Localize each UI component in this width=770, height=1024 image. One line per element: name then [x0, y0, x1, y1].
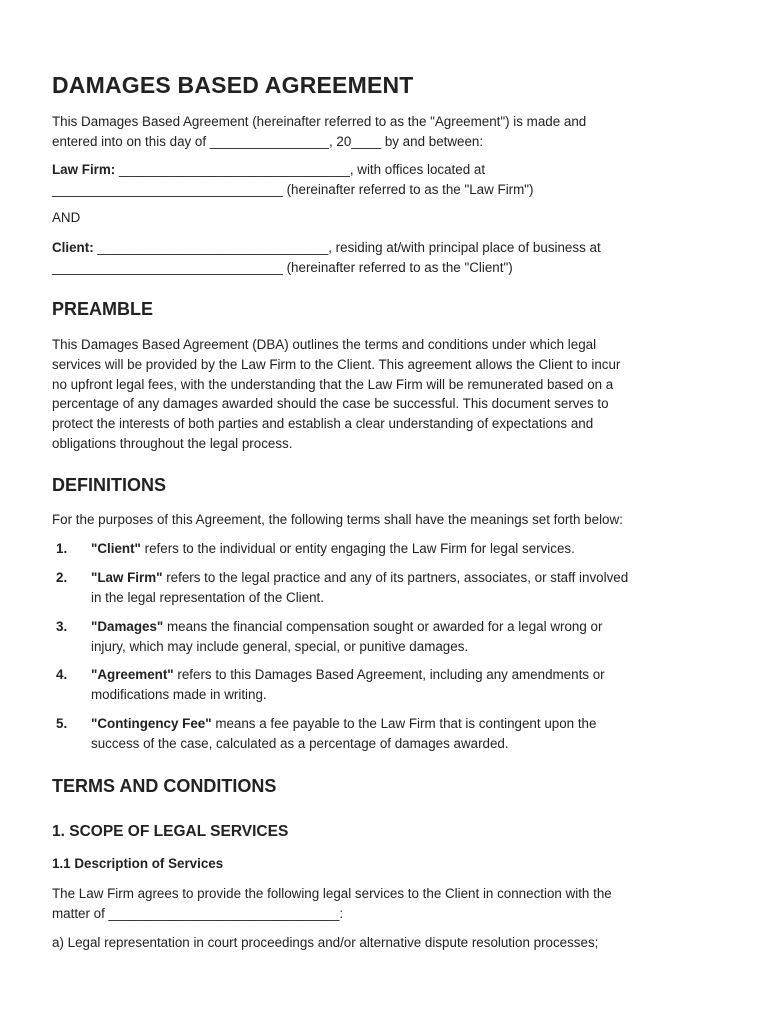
definition-term: "Law Firm": [91, 570, 163, 585]
section-1-heading: 1. SCOPE OF LEGAL SERVICES: [52, 823, 289, 840]
law-firm-line-1: _______________________________, with offices located at: [115, 162, 486, 177]
definition-text-continued: injury, which may include general, special, or punitive damages.: [91, 638, 469, 654]
definitions-intro: For the purposes of this Agreement, the following terms shall have the meanings set forth below:: [52, 512, 623, 527]
law-firm-party: [52, 160, 712, 200]
definition-number: 1.: [56, 541, 68, 556]
law-firm-line-2: _______________________________ (hereinafter referred to as the "Law Firm"): [52, 181, 534, 197]
definition-term: "Contingency Fee": [91, 716, 212, 731]
definition-term: "Agreement": [91, 667, 174, 682]
definition-text: means a fee payable to the Law Firm that is contingent upon the: [211, 716, 597, 731]
definition-number: 3.: [56, 619, 68, 634]
preamble-line: protect the interests of both parties and establish a clear understanding of expectations and: [52, 416, 594, 432]
definition-number: 4.: [56, 667, 68, 682]
definition-body: [91, 617, 721, 657]
definition-text-continued: success of the case, calculated as a percentage of damages awarded.: [91, 735, 509, 751]
and-separator: AND: [52, 210, 81, 225]
intro-paragraph: [52, 112, 712, 152]
preamble-line: obligations throughout the legal process.: [52, 435, 293, 451]
preamble-line: services will be provided by the Law Firm to the Client. This agreement allows the Client to incur: [52, 356, 621, 372]
definition-body: [91, 665, 721, 705]
definitions-heading: DEFINITIONS: [52, 475, 167, 495]
definition-text: refers to this Damages Based Agreement, including any amendments or: [173, 667, 605, 682]
definition-term: "Damages": [91, 619, 164, 634]
definition-body: [91, 568, 721, 608]
services-line-1: The Law Firm agrees to provide the following legal services to the Client in connection with the: [52, 886, 612, 901]
services-paragraph: [52, 884, 712, 924]
definition-text: means the financial compensation sought or awarded for a legal wrong or: [163, 619, 603, 634]
preamble-line: percentage of any damages awarded should the case be successful. This document serves to: [52, 396, 609, 412]
client-line-2: _______________________________ (hereinafter referred to as the "Client"): [52, 259, 513, 275]
preamble-line: This Damages Based Agreement (DBA) outlines the terms and conditions under which legal: [52, 337, 597, 352]
definition-body: [91, 539, 721, 559]
intro-line-2: entered into on this day of ________________, 20____ by and between:: [52, 133, 484, 149]
client-party: [52, 238, 712, 278]
law-firm-label: Law Firm:: [52, 162, 116, 177]
client-line-1: _______________________________, residing at/with principal place of business at: [93, 240, 601, 255]
preamble-paragraph: [52, 335, 712, 454]
document-title: DAMAGES BASED AGREEMENT: [52, 72, 414, 98]
preamble-line: no upfront legal fees, with the understanding that the Law Firm will be remunerated based on a: [52, 376, 614, 392]
definition-number: 5.: [56, 716, 68, 731]
subsection-1-1-heading: 1.1 Description of Services: [52, 856, 224, 871]
services-line-2: matter of _______________________________:: [52, 905, 344, 921]
definition-term: "Client": [91, 541, 141, 556]
definition-text-continued: in the legal representation of the Client.: [91, 589, 324, 605]
definition-text: refers to the individual or entity engaging the Law Firm for legal services.: [140, 541, 575, 556]
definition-text-continued: modifications made in writing.: [91, 686, 267, 702]
terms-heading: TERMS AND CONDITIONS: [52, 776, 277, 796]
definition-body: [91, 714, 721, 754]
client-label: Client:: [52, 240, 94, 255]
service-item-a: a) Legal representation in court proceedings and/or alternative dispute resolution processes;: [52, 935, 599, 950]
definition-text: refers to the legal practice and any of its partners, associates, or staff involved: [162, 570, 629, 585]
preamble-heading: PREAMBLE: [52, 299, 154, 319]
definition-number: 2.: [56, 570, 68, 585]
intro-line-1: This Damages Based Agreement (hereinafter referred to as the "Agreement") is made and: [52, 114, 587, 129]
